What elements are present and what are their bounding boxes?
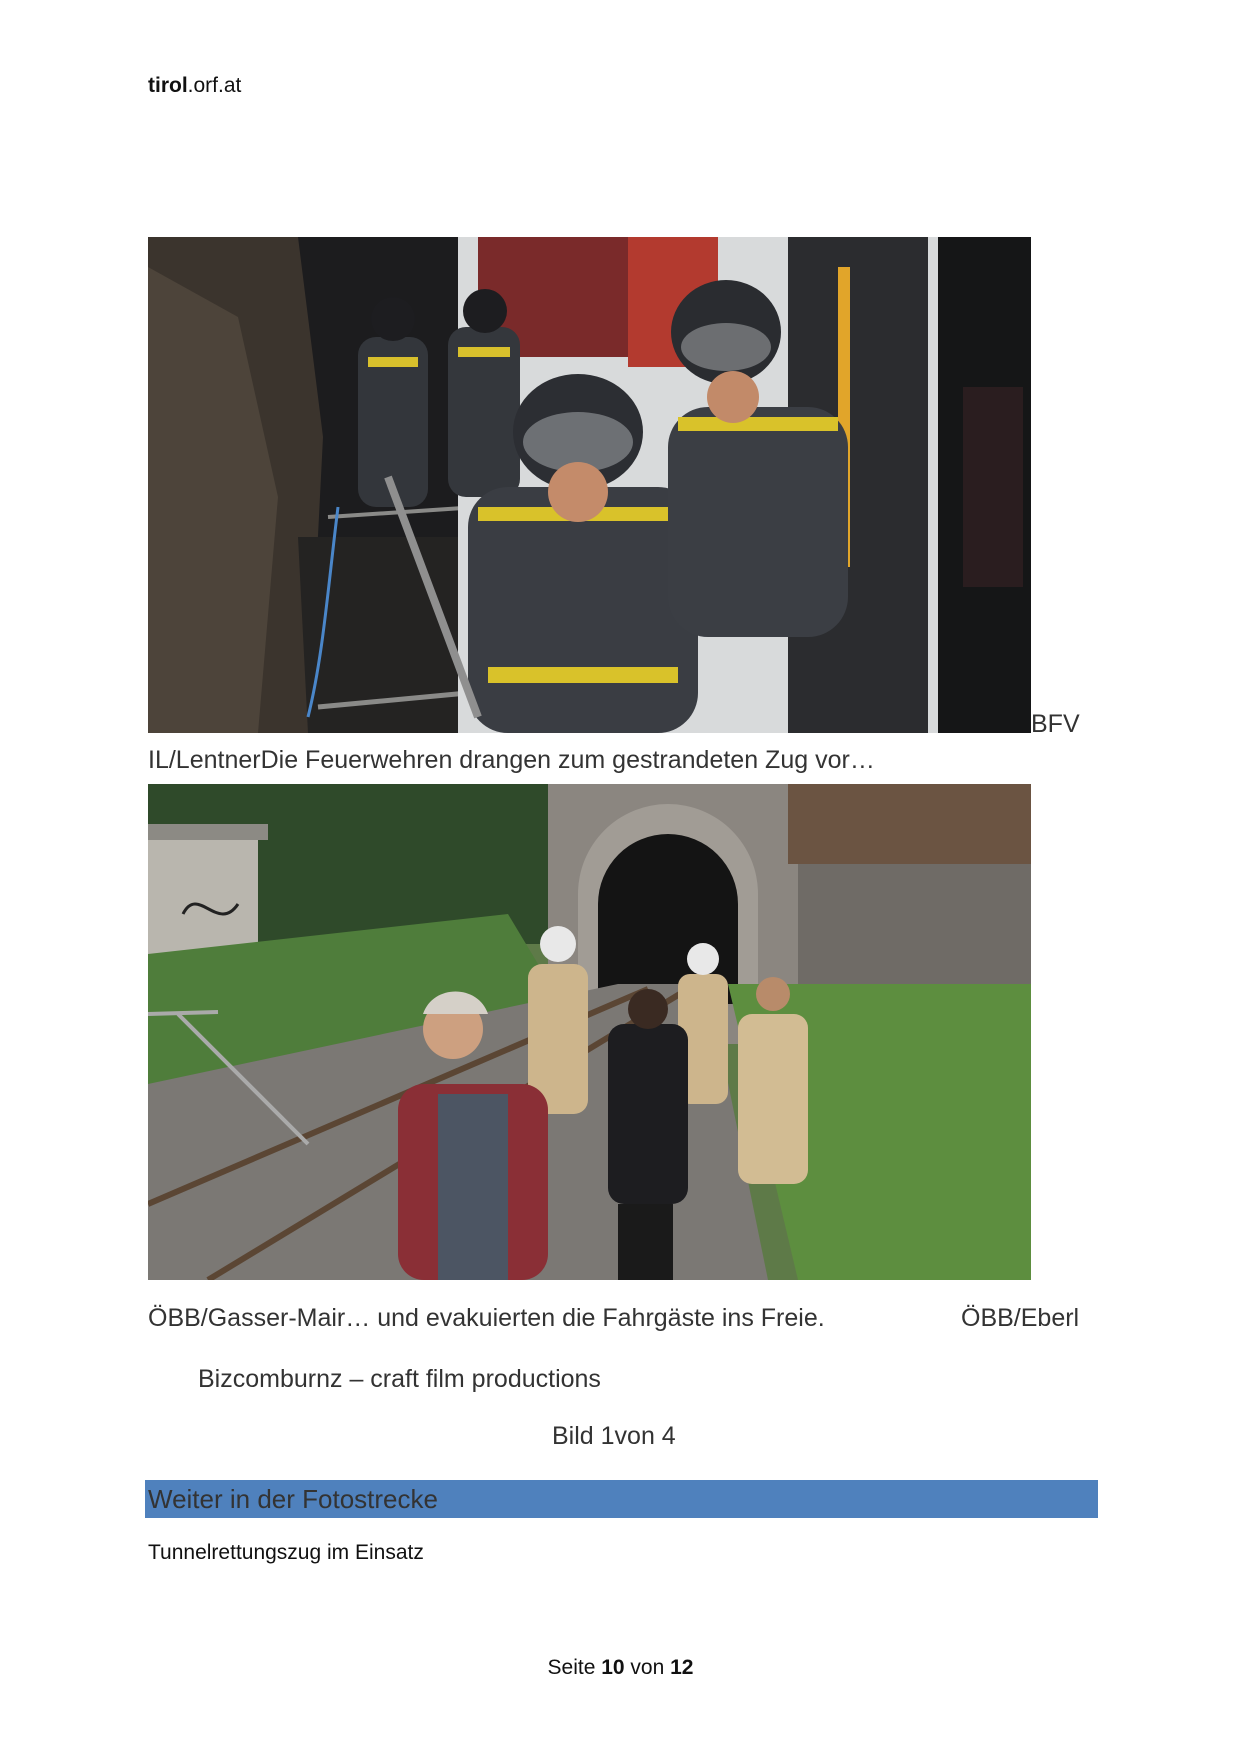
photo2-caption-line <box>148 1304 825 1333</box>
page-number-prefix: Seite <box>547 1656 602 1679</box>
gallery-counter <box>552 1422 676 1451</box>
site-header <box>148 74 241 98</box>
page-number-total: 12 <box>670 1656 694 1679</box>
photo-firefighters-train <box>148 237 1031 733</box>
page-number-middle: von <box>624 1656 671 1679</box>
photo2-caption: … und evakuierten die Fahrgäste ins Freie. <box>345 1304 825 1332</box>
photo1-credit: IL/Lentner <box>148 746 261 774</box>
photo2-credit-right: ÖBB/Eberl <box>961 1304 1080 1332</box>
gallery-counter-current: Bild 1 <box>552 1422 615 1450</box>
photo1-caption: Die Feuerwehren drangen zum gestrandeten Zug vor… <box>260 746 875 774</box>
photo2-credit: ÖBB/Gasser-Mair <box>148 1304 346 1332</box>
page-number-current: 10 <box>601 1656 625 1679</box>
site-name-bold: tirol <box>148 74 188 97</box>
gallery-counter-total: von 4 <box>614 1422 676 1450</box>
producer-credit: Bizcomburnz – craft film productions <box>198 1365 601 1393</box>
site-name-rest: .orf.at <box>187 74 242 97</box>
continue-gallery-link[interactable] <box>145 1480 1098 1518</box>
photo1-caption-line <box>148 746 875 775</box>
photo-tunnel-evacuation <box>148 784 1031 1280</box>
page-number <box>0 1656 1241 1680</box>
next-gallery-title[interactable]: Tunnelrettungszug im Einsatz <box>148 1541 424 1564</box>
photo1-credit-right: BFV <box>1031 710 1080 738</box>
continue-gallery-label: Weiter in der Fotostrecke <box>148 1484 438 1514</box>
